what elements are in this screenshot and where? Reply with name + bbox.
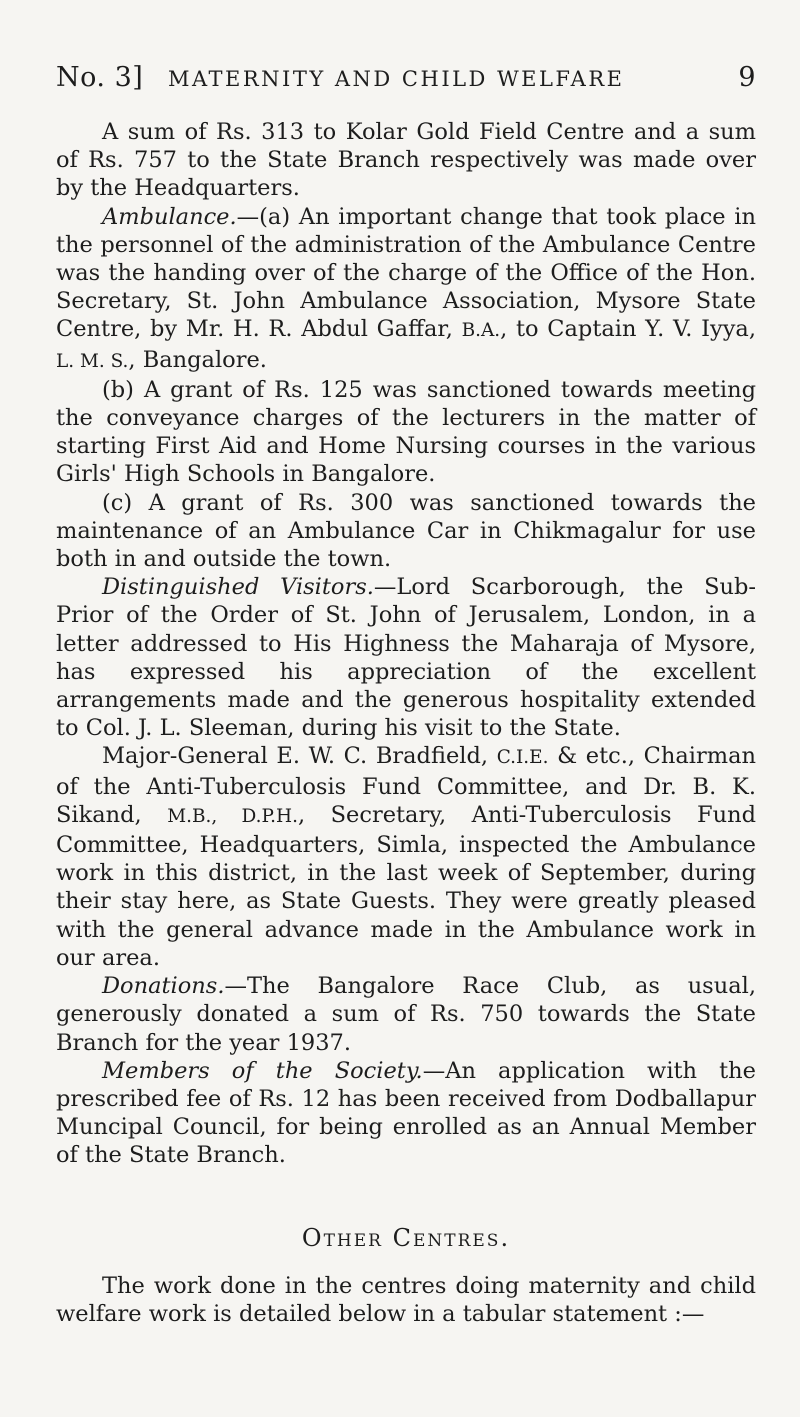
page-number: 9 <box>738 62 756 93</box>
paragraph-ambulance: Ambulance.—(a) An important change that took place in the personnel of the administration of the Ambulance Centre was the handing over of the charge of the Office of the Hon. Secretary, St. John Ambulance Association, Mysore State Centre, by Mr. H. R. Abdul Gaffar, B.A., to Captain Y. V. Iyya, L. M. S., Bangalore. <box>56 203 756 373</box>
running-header <box>56 62 756 102</box>
paragraph-grant-sums: A sum of Rs. 313 to Kolar Gold Field Centre and a sum of Rs. 757 to the State Branch respectively was made over by the Headquarters. <box>56 119 756 202</box>
body-text <box>56 118 756 1328</box>
paragraph-distinguished-visitors: Distinguished Visitors.—Lord Scarborough, the Sub-Prior of the Order of St. John of Jerusalem, London, in a letter addressed to His Highness the Maharaja of Mysore, has expressed his appreciation of the excellent arrangements made and the generous hospitality extended to Col. J. L. Sleeman, during his visit to the State. <box>56 574 756 742</box>
running-title: MATERNITY AND CHILD WELFARE <box>168 67 625 91</box>
paragraph-members: Members of the Society.—An application with the prescribed fee of Rs. 12 has been received from Dodballapur Muncipal Council, for being enrolled as an Annual Member of the State Branch. <box>56 1057 756 1169</box>
paragraph-grant-ambulance-car: (c) A grant of Rs. 300 was sanctioned towards the maintenance of an Ambulance Car in Chikmagalur for use both in and outside the town. <box>56 489 756 573</box>
members-heading: Members of the Society. <box>102 1057 423 1084</box>
issue-number: No. 3] <box>56 62 144 93</box>
section-heading-other-centres: Other Centres. <box>301 1223 511 1252</box>
visitors-heading: Distinguished Visitors. <box>102 574 374 601</box>
paragraph-other-centres: The work done in the centres doing maternity and child welfare work is detailed below in a tabular statement :— <box>56 1272 756 1327</box>
paragraph-grant-lecturers: (b) A grant of Rs. 125 was sanctioned towards meeting the conveyance charges of the lecturers in the matter of starting First Aid and Home Nursing courses in the various Girls' High Schools in Bangalore. <box>56 376 756 488</box>
paragraph-donations: Donations.—The Bangalore Race Club, as usual, generously donated a sum of Rs. 750 towards the State Branch for the year 1937. <box>56 973 756 1056</box>
paragraph-major-general: Major-General E. W. C. Bradfield, C.I.E. & etc., Chairman of the Anti-Tuberculosis Fund Committee, and Dr. B. K. Sikand, M.B., D.P.H., Secretary, Anti-Tuberculosis Fund Committee, Headquarters, Simla, inspected the Ambulance work in this district, in the last week of September, during their stay here, as State Guests. They were greatly pleased with the general advance made in the Ambulance work in our area. <box>56 743 757 971</box>
ambulance-heading: Ambulance. <box>102 203 237 230</box>
donations-heading: Donations. <box>102 973 225 1000</box>
